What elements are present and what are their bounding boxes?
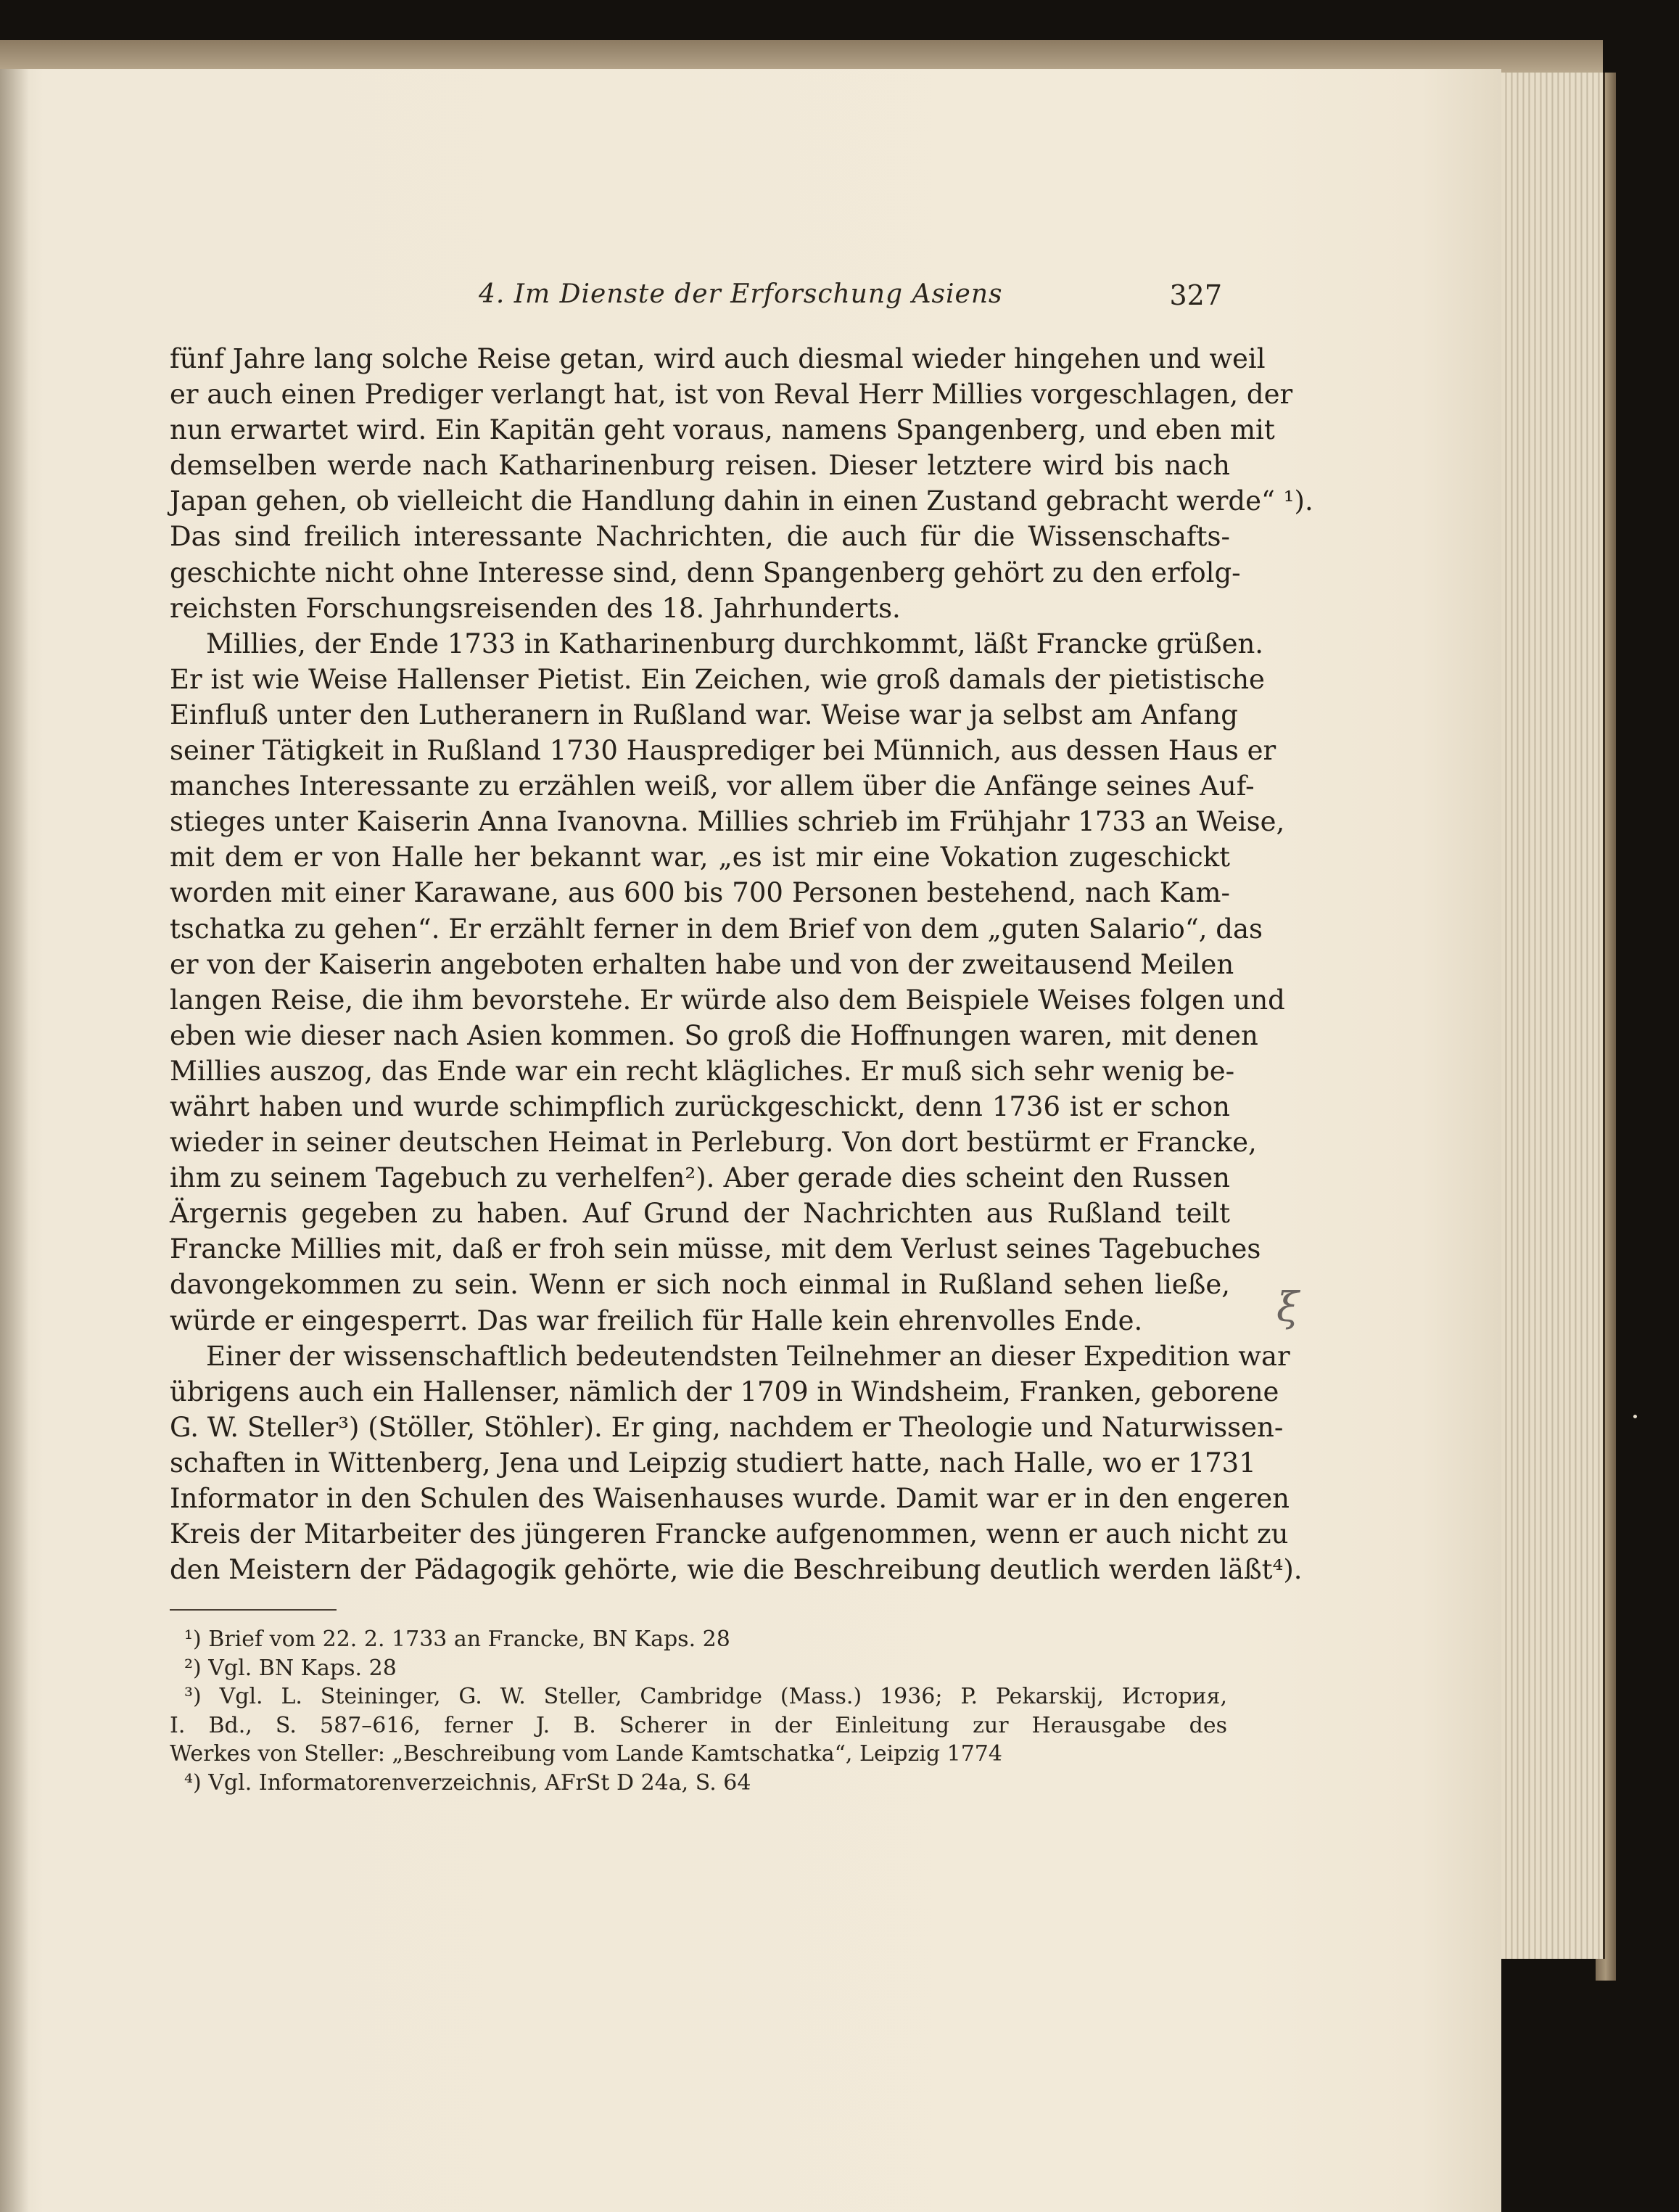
body-line: worden mit einer Karawane, aus 600 bis 700 Personen bestehend, nach Kam- xyxy=(170,877,1230,909)
body-line: Einer der wissenschaftlich bedeutendsten Teilnehmer an dieser Expedition war xyxy=(206,1340,1290,1372)
body-line: Informator in den Schulen des Waisenhauses wurde. Damit war er in den engeren xyxy=(170,1483,1290,1514)
body-line: Ärgernis gegeben zu haben. Auf Grund der Nachrichten aus Rußland teilt xyxy=(170,1198,1230,1230)
footnote-line: I. Bd., S. 587–616, ferner J. B. Scherer in der Einleitung zur Herausgabe des xyxy=(170,1712,1227,1738)
body-line: Millies, der Ende 1733 in Katharinenburg durchkommt, läßt Francke grüßen. xyxy=(206,628,1264,659)
body-line: geschichte nicht ohne Interesse sind, denn Spangenberg gehört zu den erfolg- xyxy=(170,556,1241,588)
body-line: eben wie dieser nach Asien kommen. So groß die Hoffnungen waren, mit denen xyxy=(170,1019,1258,1051)
book-cover-top-edge xyxy=(0,40,1603,73)
page-fore-edge xyxy=(1501,73,1605,1959)
footnote-line: ³) Vgl. L. Steininger, G. W. Steller, Cambridge (Mass.) 1936; P. Pekarskij, История, xyxy=(184,1684,1227,1709)
body-line: Er ist wie Weise Hallenser Pietist. Ein Zeichen, wie groß damals der pietistische xyxy=(170,663,1265,695)
footnote-separator xyxy=(170,1609,337,1611)
body-line: wieder in seiner deutschen Heimat in Perleburg. Von dort bestürmt er Francke, xyxy=(170,1127,1257,1159)
background-speck xyxy=(1633,1415,1637,1418)
body-line: manches Interessante zu erzählen weiß, vor allem über die Anfänge seines Auf- xyxy=(170,770,1255,802)
body-line: davongekommen zu sein. Wenn er sich noch einmal in Rußland sehen ließe, xyxy=(170,1269,1230,1301)
body-text xyxy=(170,341,1313,1587)
body-line: langen Reise, die ihm bevorstehe. Er würde also dem Beispiele Weises folgen und xyxy=(170,984,1285,1016)
body-line: schaften in Wittenberg, Jena und Leipzig studiert hatte, nach Halle, wo er 1731 xyxy=(170,1447,1256,1479)
body-line: Kreis der Mitarbeiter des jüngeren Francke aufgenommen, wenn er auch nicht zu xyxy=(170,1518,1289,1550)
running-header xyxy=(167,279,1222,323)
body-line: seiner Tätigkeit in Rußland 1730 Hausprediger bei Münnich, aus dessen Haus er xyxy=(170,735,1276,767)
body-line: er von der Kaiserin angeboten erhalten habe und von der zweitausend Meilen xyxy=(170,948,1234,980)
body-line: Millies auszog, das Ende war ein recht klägliches. Er muß sich sehr wenig be- xyxy=(170,1055,1235,1087)
body-line: fünf Jahre lang solche Reise getan, wird auch diesmal wieder hingehen und weil xyxy=(170,343,1266,374)
body-line: G. W. Steller³) (Stöller, Stöhler). Er ging, nachdem er Theologie und Naturwissen- xyxy=(170,1411,1284,1443)
body-line: ihm zu seinem Tagebuch zu verhelfen²). Aber gerade dies scheint den Russen xyxy=(170,1162,1230,1194)
body-line: währt haben und wurde schimpflich zurückgeschickt, denn 1736 ist er schon xyxy=(170,1090,1230,1122)
body-line: den Meistern der Pädagogik gehörte, wie die Beschreibung deutlich werden läßt⁴). xyxy=(170,1554,1303,1586)
footnotes xyxy=(170,1625,1227,1797)
body-line: Francke Millies mit, daß er froh sein müsse, mit dem Verlust seines Tagebuches xyxy=(170,1233,1261,1265)
page-number: 327 xyxy=(1169,279,1222,311)
pencil-margin-mark: ξ xyxy=(1276,1284,1299,1331)
body-line: mit dem er von Halle her bekannt war, „es ist mir eine Vokation zugeschickt xyxy=(170,842,1230,873)
body-line: er auch einen Prediger verlangt hat, ist von Reval Herr Millies vorgeschlagen, der xyxy=(170,379,1293,411)
body-line: reichsten Forschungsreisenden des 18. Jahrhunderts. xyxy=(170,592,901,624)
body-line: tschatka zu gehen“. Er erzählt ferner in dem Brief von dem „guten Salario“, das xyxy=(170,913,1263,945)
body-line: Das sind freilich interessante Nachrichten, die auch für die Wissenschafts- xyxy=(170,521,1230,553)
page-gutter-shadow xyxy=(0,69,29,2212)
body-line: demselben werde nach Katharinenburg reisen. Dieser letztere wird bis nach xyxy=(170,450,1230,482)
body-line: Einfluß unter den Lutheranern in Rußland war. Weise war ja selbst am Anfang xyxy=(170,699,1238,731)
body-line: stieges unter Kaiserin Anna Ivanovna. Millies schrieb im Frühjahr 1733 an Weise, xyxy=(170,806,1285,838)
footnote-line: ²) Vgl. BN Kaps. 28 xyxy=(184,1655,397,1681)
footnote-line: ⁴) Vgl. Informatorenverzeichnis, AFrSt D 24a, S. 64 xyxy=(184,1769,751,1796)
body-line: Japan gehen, ob vielleicht die Handlung dahin in einen Zustand gebracht werde“ ¹). xyxy=(170,485,1313,517)
body-line: nun erwartet wird. Ein Kapitän geht voraus, namens Spangenberg, und eben mit xyxy=(170,414,1275,446)
body-line: übrigens auch ein Hallenser, nämlich der 1709 in Windsheim, Franken, geborene xyxy=(170,1376,1279,1407)
body-line: würde er eingesperrt. Das war freilich für Halle kein ehrenvolles Ende. xyxy=(170,1304,1143,1336)
running-title: 4. Im Dienste der Erforschung Asiens xyxy=(479,279,1003,309)
footnote-line: ¹) Brief vom 22. 2. 1733 an Francke, BN Kaps. 28 xyxy=(184,1627,730,1652)
footnote-line: Werkes von Steller: „Beschreibung vom Lande Kamtschatka“, Leipzig 1774 xyxy=(170,1741,1002,1767)
